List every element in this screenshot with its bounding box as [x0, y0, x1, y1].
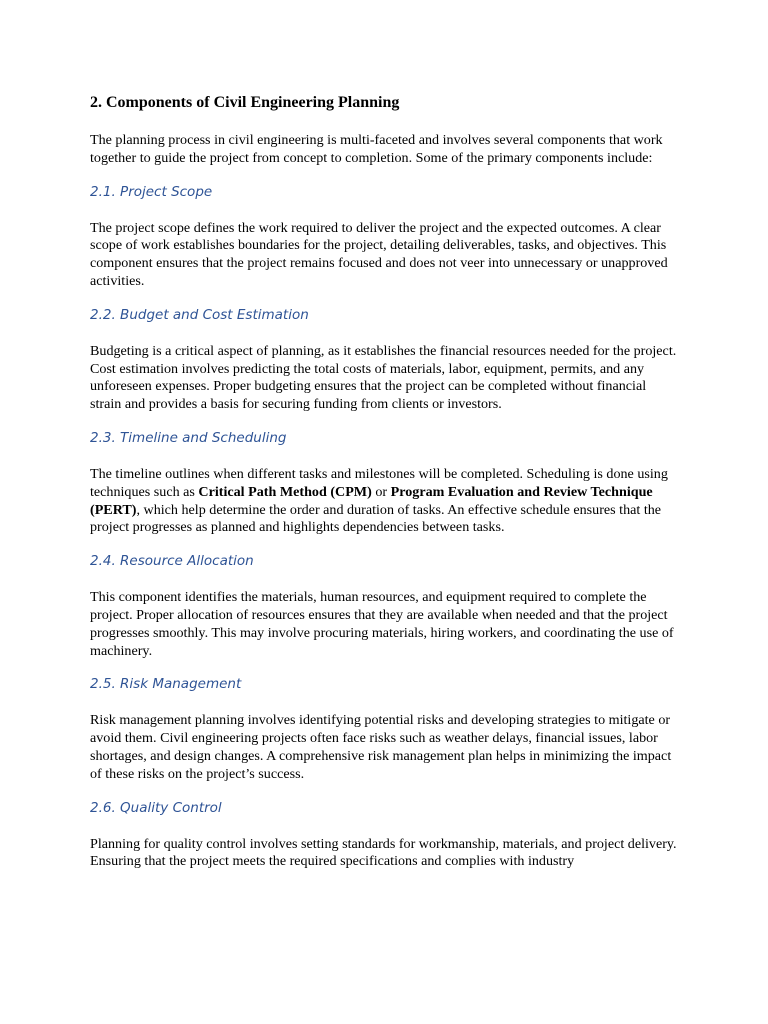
subsection-heading-budget: 2.2. Budget and Cost Estimation: [90, 306, 309, 323]
document-content: [90, 93, 680, 886]
subsection-heading-risk-management: 2.5. Risk Management: [90, 676, 242, 693]
subsection-text-budget: Budgeting is a critical aspect of planning, as it establishes the financial resources needed for the project. Cost estimation involves predicting the total costs of materials, labor, equipment, permits, and any unforeseen expenses. Proper budgeting ensures that the project can be completed without financial strain and provides a basis for securing funding from clients or investors.: [90, 342, 677, 413]
timeline-text-part-3: or: [371, 483, 391, 500]
subsection-heading-resource-allocation: 2.4. Resource Allocation: [90, 553, 254, 570]
timeline-text-part-1: The timeline outlines when different tasks and milestones will be completed. Scheduling is done using techniques such as: [90, 465, 668, 500]
section-title: 2. Components of Civil Engineering Planning: [90, 94, 400, 111]
subsection-text-quality-control: Planning for quality control involves setting standards for workmanship, materials, and project delivery. Ensuring that the project meets the required specifications and complies with industry: [90, 835, 677, 870]
timeline-text-part-5: , which help determine the order and duration of tasks. An effective schedule ensures that the project progresses as planned and highlights dependencies between tasks.: [90, 501, 662, 536]
subsection-text-project-scope: The project scope defines the work required to deliver the project and the expected outcomes. A clear scope of work establishes boundaries for the project, detailing deliverables, tasks, and objectives. This component ensures that the project remains focused and does not veer into unnecessary or unapproved activities.: [90, 219, 668, 289]
subsection-text-resource-allocation: This component identifies the materials, human resources, and equipment required to complete the project. Proper allocation of resources ensures that they are available when needed and that the project progresses smoothly. This may involve procuring materials, hiring workers, and coordinating the use of machinery.: [90, 589, 674, 659]
section-intro: The planning process in civil engineering is multi-faceted and involves several components that work together to guide the project from concept to completion. Some of the primary components include:: [90, 132, 663, 166]
subsection-heading-timeline: 2.3. Timeline and Scheduling: [90, 429, 287, 446]
subsection-heading-project-scope: 2.1. Project Scope: [90, 183, 213, 200]
pert-term: Program Evaluation and Review Technique (PERT): [90, 483, 653, 518]
subsection-heading-quality-control: 2.6. Quality Control: [90, 799, 222, 816]
subsection-text-risk-management: Risk management planning involves identifying potential risks and developing strategies to mitigate or avoid them. Civil engineering projects often face risks such as weather delays, financial issues, labor shortages, and design changes. A comprehensive risk management plan helps in minimizing the impact of these risks on the project’s success.: [90, 712, 672, 782]
subsection-text-timeline: [90, 466, 680, 537]
cpm-term: Critical Path Method (CPM): [198, 483, 372, 500]
